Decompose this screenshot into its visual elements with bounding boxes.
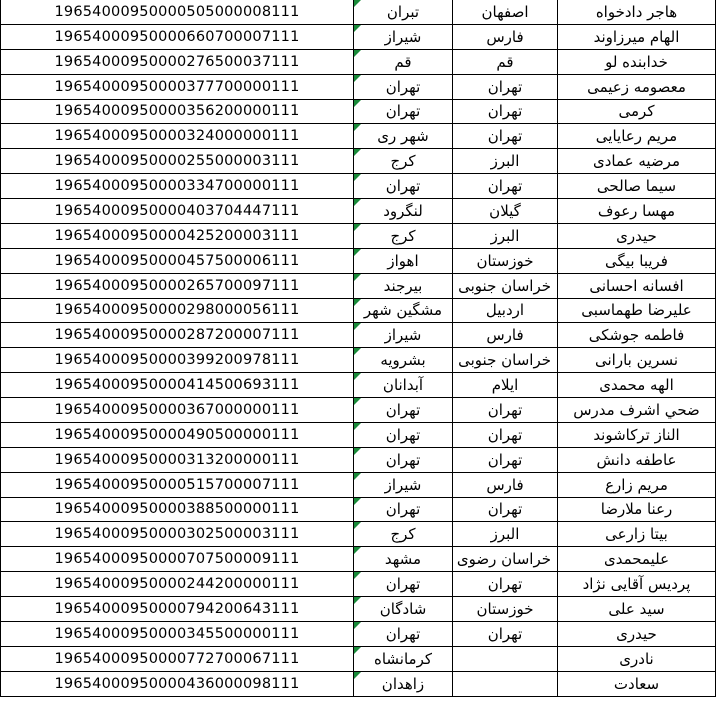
code-cell[interactable]	[1, 199, 354, 224]
code-cell-text: 19654000950000302500003111	[54, 526, 300, 543]
code-cell[interactable]	[1, 522, 354, 547]
province-cell-text: تهران	[487, 575, 523, 594]
code-cell-text: 19654000950000388500000111	[54, 501, 300, 518]
city-cell[interactable]	[354, 497, 453, 522]
name-cell-text: فاطمه جوشکی	[588, 326, 685, 345]
table-row	[1, 497, 716, 522]
province-cell[interactable]	[453, 24, 558, 49]
province-cell-text: تهران	[487, 77, 523, 96]
city-cell-text: تهران	[385, 575, 421, 594]
name-cell[interactable]	[558, 174, 716, 199]
name-cell[interactable]	[558, 472, 716, 497]
province-cell[interactable]	[453, 422, 558, 447]
province-cell-text: قم	[496, 52, 514, 71]
code-cell[interactable]	[1, 99, 354, 124]
city-cell-text: تهران	[385, 77, 421, 96]
comment-indicator-icon	[354, 498, 361, 505]
province-cell-text: تهران	[487, 102, 523, 121]
city-cell-text: بشرویه	[380, 351, 426, 370]
code-cell[interactable]	[1, 646, 354, 671]
name-cell-text: هاجر دادخواه	[595, 2, 678, 21]
province-cell[interactable]	[453, 398, 558, 423]
name-cell[interactable]	[558, 497, 716, 522]
name-cell[interactable]	[558, 671, 716, 696]
code-cell-text: 19654000950000298000056111	[54, 302, 300, 319]
code-cell-text: 19654000950000324000000111	[54, 128, 300, 145]
comment-indicator-icon	[354, 348, 361, 355]
code-cell[interactable]	[1, 373, 354, 398]
comment-indicator-icon	[354, 398, 361, 405]
comment-indicator-icon	[354, 0, 361, 7]
name-cell[interactable]	[558, 49, 716, 74]
city-cell-text: قم	[394, 52, 412, 71]
name-cell[interactable]	[558, 447, 716, 472]
city-cell-text: شیراز	[384, 27, 422, 46]
table-row	[1, 273, 716, 298]
city-cell-text: کرمانشاه	[373, 649, 432, 668]
province-cell-text: اردبیل	[485, 301, 525, 320]
code-cell-text: 19654000950000356200000111	[54, 103, 300, 120]
province-cell[interactable]	[453, 199, 558, 224]
name-cell-text: حیدری	[616, 624, 657, 643]
city-cell[interactable]	[354, 447, 453, 472]
city-cell-text: شیراز	[384, 326, 422, 345]
name-cell-text: پردیس آقایی نژاد	[582, 575, 691, 594]
city-cell-text: آبدانان	[382, 376, 424, 395]
name-cell[interactable]	[558, 199, 716, 224]
province-cell-text: تهران	[487, 500, 523, 519]
table-row	[1, 248, 716, 273]
name-cell[interactable]	[558, 298, 716, 323]
province-cell[interactable]	[453, 248, 558, 273]
code-cell[interactable]	[1, 671, 354, 696]
province-cell-text: ایلام	[491, 376, 519, 395]
table-row	[1, 298, 716, 323]
city-cell-text: مشگین شهر	[363, 301, 443, 320]
city-cell-text: تهران	[385, 500, 421, 519]
city-cell-text: تهران	[385, 177, 421, 196]
province-cell[interactable]	[453, 373, 558, 398]
city-cell[interactable]	[354, 621, 453, 646]
code-cell[interactable]	[1, 547, 354, 572]
province-cell[interactable]	[453, 522, 558, 547]
city-cell[interactable]	[354, 24, 453, 49]
city-cell-text: تهران	[385, 450, 421, 469]
table-row	[1, 124, 716, 149]
province-cell-text: گیلان	[489, 201, 521, 220]
code-cell[interactable]	[1, 149, 354, 174]
province-cell-text: تهران	[487, 127, 523, 146]
code-cell-text: 19654000950000313200000111	[54, 451, 300, 468]
comment-indicator-icon	[354, 672, 361, 679]
code-cell[interactable]	[1, 447, 354, 472]
comment-indicator-icon	[354, 25, 361, 32]
table-row	[1, 149, 716, 174]
name-cell[interactable]	[558, 74, 716, 99]
comment-indicator-icon	[354, 149, 361, 156]
table-row	[1, 621, 716, 646]
code-cell[interactable]	[1, 572, 354, 597]
code-cell-text: 19654000950000276500037111	[54, 53, 300, 70]
table-row	[1, 522, 716, 547]
code-cell[interactable]	[1, 273, 354, 298]
code-cell-text: 19654000950000255000003111	[54, 153, 300, 170]
name-cell[interactable]	[558, 572, 716, 597]
comment-indicator-icon	[354, 423, 361, 430]
city-cell-text: لنگرود	[383, 201, 423, 220]
name-cell-text: افسانه احسانی	[589, 276, 684, 295]
name-cell-text: رعنا ملارضا	[600, 500, 673, 519]
code-cell-text: 19654000950000403704447111	[54, 202, 300, 219]
city-cell[interactable]	[354, 348, 453, 373]
comment-indicator-icon	[354, 647, 361, 654]
name-cell[interactable]	[558, 398, 716, 423]
name-cell-text: مهسا رعوف	[597, 201, 676, 220]
code-cell-text: 19654000950000490500000111	[54, 426, 300, 443]
table-row	[1, 547, 716, 572]
name-cell-text: خدابنده لو	[605, 52, 668, 71]
table-row	[1, 49, 716, 74]
city-cell[interactable]	[354, 149, 453, 174]
name-cell-text: نادری	[619, 649, 654, 668]
province-cell[interactable]	[453, 497, 558, 522]
province-cell[interactable]	[453, 298, 558, 323]
city-cell[interactable]	[354, 74, 453, 99]
name-cell-text: ضحي اشرف مدرس	[573, 400, 700, 419]
province-cell-text: البرز	[490, 226, 520, 245]
city-cell[interactable]	[354, 547, 453, 572]
city-cell-text: اهواز	[387, 251, 419, 270]
name-cell[interactable]	[558, 422, 716, 447]
province-cell[interactable]	[453, 323, 558, 348]
name-cell[interactable]	[558, 0, 716, 24]
code-cell-text: 19654000950000515700007111	[54, 476, 300, 493]
code-cell[interactable]	[1, 0, 354, 24]
code-cell-text: 19654000950000414500693111	[54, 377, 300, 394]
table-row	[1, 0, 716, 24]
province-cell[interactable]	[453, 348, 558, 373]
table-row	[1, 373, 716, 398]
city-cell[interactable]	[354, 422, 453, 447]
code-cell-text: 19654000950000707500009111	[54, 551, 300, 568]
name-cell[interactable]	[558, 646, 716, 671]
city-cell[interactable]	[354, 223, 453, 248]
table-row	[1, 74, 716, 99]
comment-indicator-icon	[354, 299, 361, 306]
code-cell[interactable]	[1, 597, 354, 622]
code-cell[interactable]	[1, 223, 354, 248]
table-row	[1, 646, 716, 671]
province-cell[interactable]	[453, 99, 558, 124]
code-cell-text: 19654000950000287200007111	[54, 327, 300, 344]
code-cell-text: 19654000950000244200000111	[54, 576, 300, 593]
city-cell[interactable]	[354, 124, 453, 149]
name-cell-text: سیما صالحی	[596, 177, 677, 196]
table-row	[1, 671, 716, 696]
table-row	[1, 174, 716, 199]
city-cell-text: شادگان	[379, 599, 427, 618]
province-cell-text: البرز	[490, 152, 520, 171]
province-cell-text: تهران	[487, 177, 523, 196]
province-cell-text: تهران	[487, 425, 523, 444]
name-cell-text: علیمحمدی	[603, 550, 670, 569]
comment-indicator-icon	[354, 572, 361, 579]
table-row	[1, 572, 716, 597]
province-cell-text: خوزستان	[476, 599, 534, 618]
code-cell[interactable]	[1, 248, 354, 273]
code-cell[interactable]	[1, 398, 354, 423]
comment-indicator-icon	[354, 50, 361, 57]
province-cell[interactable]	[453, 74, 558, 99]
city-cell[interactable]	[354, 323, 453, 348]
city-cell-text: شیراز	[384, 475, 422, 494]
table-row	[1, 199, 716, 224]
name-cell[interactable]	[558, 373, 716, 398]
name-cell[interactable]	[558, 597, 716, 622]
province-cell[interactable]	[453, 572, 558, 597]
name-cell-text: کرمی	[618, 102, 655, 121]
province-cell[interactable]	[453, 223, 558, 248]
province-cell[interactable]	[453, 149, 558, 174]
province-cell-text: تهران	[487, 624, 523, 643]
code-cell-text: 19654000950000345500000111	[54, 625, 300, 642]
code-cell-text: 19654000950000436000098111	[54, 675, 300, 692]
comment-indicator-icon	[354, 174, 361, 181]
comment-indicator-icon	[354, 522, 361, 529]
table-row	[1, 99, 716, 124]
name-cell-text: مریم رعایایی	[595, 127, 678, 146]
code-cell-text: 19654000950000457500006111	[54, 252, 300, 269]
code-cell-text: 19654000950000334700000111	[54, 178, 300, 195]
code-cell[interactable]	[1, 348, 354, 373]
province-cell-text: البرز	[490, 525, 520, 544]
code-cell-text: 19654000950000660700007111	[54, 28, 300, 45]
city-cell[interactable]	[354, 472, 453, 497]
city-cell[interactable]	[354, 398, 453, 423]
province-cell[interactable]	[453, 597, 558, 622]
comment-indicator-icon	[354, 448, 361, 455]
city-cell[interactable]	[354, 646, 453, 671]
code-cell-text: 19654000950000399200978111	[54, 352, 300, 369]
comment-indicator-icon	[354, 75, 361, 82]
province-cell-text: اصفهان	[481, 2, 529, 21]
province-cell-text: فارس	[486, 326, 524, 345]
comment-indicator-icon	[354, 622, 361, 629]
province-cell[interactable]	[453, 49, 558, 74]
city-cell[interactable]	[354, 199, 453, 224]
name-cell-text: الهام میرزاوند	[593, 27, 680, 46]
code-cell-text: 19654000950000367000000111	[54, 401, 300, 418]
name-cell-text: الناز ترکاشوند	[593, 425, 680, 444]
table-row	[1, 398, 716, 423]
province-cell[interactable]	[453, 174, 558, 199]
province-cell[interactable]	[453, 621, 558, 646]
name-cell[interactable]	[558, 149, 716, 174]
province-cell-text: خراسان جنوبی	[458, 351, 551, 370]
city-cell-text: کرج	[390, 152, 416, 171]
name-cell[interactable]	[558, 248, 716, 273]
city-cell-text: زاهدان	[381, 674, 425, 693]
name-cell-text: مرضیه عمادی	[593, 152, 680, 171]
name-cell[interactable]	[558, 273, 716, 298]
code-cell-text: 19654000950000425200003111	[54, 227, 300, 244]
code-cell[interactable]	[1, 298, 354, 323]
name-cell-text: مریم زارع	[605, 475, 668, 494]
code-cell[interactable]	[1, 472, 354, 497]
name-cell[interactable]	[558, 547, 716, 572]
table-row	[1, 447, 716, 472]
province-cell[interactable]	[453, 0, 558, 24]
city-cell[interactable]	[354, 0, 453, 24]
province-cell-text: خوزستان	[476, 251, 534, 270]
city-cell-text: مشهد	[384, 550, 422, 569]
name-cell-text: عاطفه دانش	[596, 450, 677, 469]
city-cell[interactable]	[354, 597, 453, 622]
name-cell[interactable]	[558, 24, 716, 49]
name-cell-text: حیدری	[616, 226, 657, 245]
name-cell[interactable]	[558, 323, 716, 348]
code-cell-text: 19654000950000772700067111	[54, 650, 300, 667]
city-cell[interactable]	[354, 99, 453, 124]
code-cell[interactable]	[1, 74, 354, 99]
name-cell[interactable]	[558, 522, 716, 547]
name-cell-text: الهه محمدی	[599, 376, 674, 395]
city-cell-text: تهران	[385, 425, 421, 444]
name-cell-text: فریبا بیگی	[605, 251, 668, 270]
name-cell-text: معصومه زعیمی	[587, 77, 686, 96]
code-cell[interactable]	[1, 49, 354, 74]
name-cell-text: علیرضا طهماسبی	[581, 301, 692, 320]
table-row	[1, 24, 716, 49]
province-cell-text: خراسان جنوبی	[458, 276, 551, 295]
code-cell[interactable]	[1, 174, 354, 199]
province-cell[interactable]	[453, 671, 558, 696]
code-cell-text: 19654000950000794200643111	[54, 600, 300, 617]
name-cell[interactable]	[558, 223, 716, 248]
table-row	[1, 223, 716, 248]
city-cell[interactable]	[354, 273, 453, 298]
city-cell-text: تهران	[385, 102, 421, 121]
province-cell[interactable]	[453, 646, 558, 671]
name-cell[interactable]	[558, 124, 716, 149]
city-cell-text: بیرجند	[383, 276, 423, 295]
name-cell[interactable]	[558, 348, 716, 373]
province-cell-text: فارس	[486, 475, 524, 494]
comment-indicator-icon	[354, 547, 361, 554]
city-cell-text: تهران	[385, 400, 421, 419]
province-cell[interactable]	[453, 447, 558, 472]
comment-indicator-icon	[354, 473, 361, 480]
comment-indicator-icon	[354, 224, 361, 231]
province-cell[interactable]	[453, 124, 558, 149]
table-row	[1, 348, 716, 373]
city-cell[interactable]	[354, 572, 453, 597]
table-row	[1, 422, 716, 447]
city-cell-text: تهران	[385, 624, 421, 643]
province-cell-text: خراسان رضوی	[456, 550, 551, 569]
province-cell-text: فارس	[486, 27, 524, 46]
name-cell-text: سعادت	[613, 674, 660, 693]
city-cell[interactable]	[354, 522, 453, 547]
province-cell-text: تهران	[487, 450, 523, 469]
comment-indicator-icon	[354, 199, 361, 206]
name-cell[interactable]	[558, 621, 716, 646]
code-cell[interactable]	[1, 621, 354, 646]
code-cell[interactable]	[1, 422, 354, 447]
city-cell[interactable]	[354, 298, 453, 323]
table-row	[1, 597, 716, 622]
code-cell-text: 19654000950000505000008111	[54, 3, 300, 20]
table-body	[1, 0, 716, 696]
city-cell[interactable]	[354, 248, 453, 273]
name-cell-text: بیتا زارعی	[605, 525, 668, 544]
table-row	[1, 323, 716, 348]
code-cell-text: 19654000950000377700000111	[54, 78, 300, 95]
city-cell[interactable]	[354, 373, 453, 398]
comment-indicator-icon	[354, 249, 361, 256]
comment-indicator-icon	[354, 323, 361, 330]
code-cell[interactable]	[1, 323, 354, 348]
city-cell-text: کرج	[390, 226, 416, 245]
comment-indicator-icon	[354, 373, 361, 380]
province-cell-text: تهران	[487, 400, 523, 419]
city-cell[interactable]	[354, 49, 453, 74]
name-cell-text: سید علی	[608, 599, 665, 618]
name-cell[interactable]	[558, 99, 716, 124]
code-cell-text: 19654000950000265700097111	[54, 277, 300, 294]
province-cell[interactable]	[453, 472, 558, 497]
city-cell[interactable]	[354, 174, 453, 199]
code-cell[interactable]	[1, 124, 354, 149]
name-cell-text: نسرین بارانی	[594, 351, 679, 370]
comment-indicator-icon	[354, 274, 361, 281]
table-row	[1, 472, 716, 497]
city-cell-text: تبران	[386, 2, 420, 21]
city-cell-text: کرج	[390, 525, 416, 544]
province-cell[interactable]	[453, 273, 558, 298]
comment-indicator-icon	[354, 124, 361, 131]
city-cell[interactable]	[354, 671, 453, 696]
comment-indicator-icon	[354, 100, 361, 107]
city-cell-text: شهر ری	[377, 127, 429, 146]
code-cell[interactable]	[1, 497, 354, 522]
code-cell[interactable]	[1, 24, 354, 49]
comment-indicator-icon	[354, 597, 361, 604]
province-cell[interactable]	[453, 547, 558, 572]
